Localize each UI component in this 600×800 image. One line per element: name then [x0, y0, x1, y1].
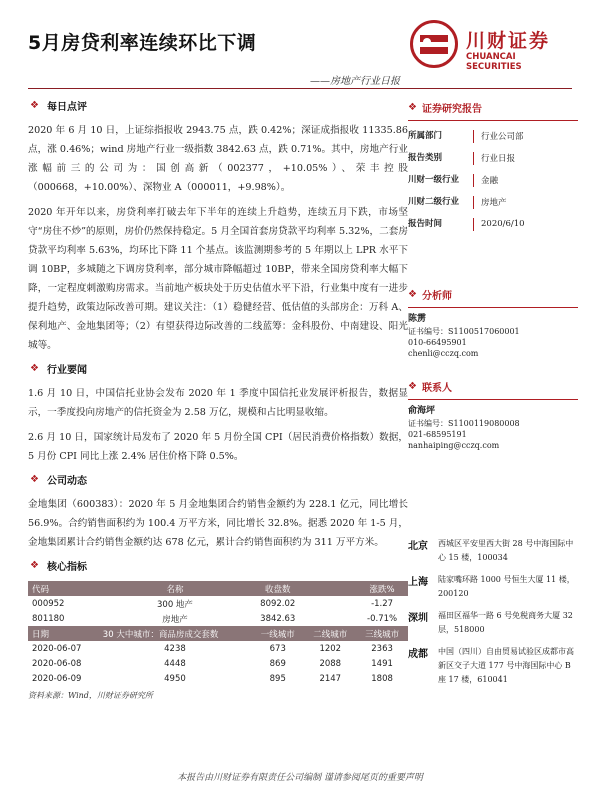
diamond-bullet-icon: ❖ — [30, 560, 39, 571]
news-paragraph: 2.6 月 10 日，国家统计局发布了 2020 年 5 月份全国 CPI（居民消费价格指数）数据，5 月份 CPI 同比上涨 2.4% 居住价格下降 0.5%。 — [28, 432, 408, 462]
logo-mark-icon — [410, 20, 458, 68]
address-city: 深圳 — [408, 613, 428, 624]
table-cell: 3842.63 — [260, 613, 296, 624]
table-cell: 4950 — [164, 673, 186, 684]
table-header: 30 大中城市：商品房成交套数 — [99, 626, 251, 641]
logo-name-en: CHUANCAI SECURITIES — [466, 52, 522, 72]
table-header: 代码 — [28, 581, 99, 596]
daily-paragraph: 2020 年 6 月 10 日，上证综指报收 2943.75 点，跌 0.42%；深证成指报收 11335.86 点，涨 0.46%；wind 房地产行业一级指数 3842.63 点，跌 0.71%。其中，房地产行业涨幅前三的公司为：国创高新（002377，+10.05%）、荣丰控股（000668，+10.00%）、深物业 A（000011，+9.98%）。 — [28, 125, 408, 193]
table-header: 名称 — [99, 581, 251, 596]
address-city: 成都 — [408, 649, 428, 660]
info-value: 金融 — [481, 176, 499, 186]
table-header: 三线城市 — [356, 626, 408, 641]
table-cell: -1.27 — [371, 598, 394, 609]
addresses — [408, 537, 578, 687]
report-subtitle: ——房地产行业日报 — [310, 76, 400, 87]
analyst-phone: 010-66495901 — [408, 338, 467, 347]
diamond-bullet-icon: ❖ — [30, 100, 39, 111]
main-column — [28, 92, 408, 701]
sidebar-heading-report: ❖ 证券研究报告 — [408, 100, 578, 121]
section-heading-news: ❖ 行业要闻 — [30, 363, 87, 376]
address-text: 西城区平安里西大街 28 号中海国际中心 15 楼，100034 — [438, 539, 574, 562]
table-cell: 2088 — [319, 658, 342, 669]
address-row — [408, 537, 578, 565]
info-key: 川财二级行业 — [408, 196, 474, 209]
table-cell: 2147 — [319, 673, 342, 684]
contact-card — [408, 404, 578, 451]
info-key: 川财一级行业 — [408, 174, 474, 187]
info-value: 行业公司部 — [481, 132, 524, 142]
diamond-bullet-icon: ❖ — [408, 102, 417, 113]
diamond-bullet-icon: ❖ — [30, 363, 39, 374]
table-cell: 2020-06-07 — [32, 643, 82, 654]
page-footer: 本报告由川财证券有限责任公司编制 谨请参阅尾页的重要声明 — [177, 773, 423, 783]
info-key: 报告时间 — [408, 218, 474, 231]
table-row — [28, 656, 408, 671]
info-value: 房地产 — [481, 198, 507, 208]
address-row — [408, 609, 578, 637]
table-row — [28, 611, 408, 626]
table-header: 一线城市 — [251, 626, 304, 641]
info-value: 行业日报 — [481, 154, 516, 164]
company-paragraph: 金地集团（600383）：2020 年 5 月金地集团合约销售金额约为 228.1 亿元，同比增长 56.9%。合约销售面积约为 100.4 万平方米，同比增长 32.8%。据悉 2020 年 1-5 月，金地集团累计合约销售金额约达 678 亿元，累计合约销售面积约为 311 万平方米。 — [28, 499, 408, 548]
contact-cert: 证书编号：S1100119080008 — [408, 419, 520, 428]
company-logo — [410, 20, 570, 72]
info-row — [408, 191, 578, 213]
table-cell: 房地产 — [162, 614, 188, 625]
section-heading-company: ❖ 公司动态 — [30, 474, 87, 487]
info-row — [408, 125, 578, 147]
table-cell: 300 地产 — [157, 599, 193, 610]
table-header: 日期 — [28, 626, 99, 641]
table-row — [28, 671, 408, 686]
table-cell: 4448 — [164, 658, 186, 669]
table-cell: 000952 — [32, 598, 65, 609]
table-cell: 8092.02 — [260, 598, 296, 609]
analyst-email[interactable]: chenli@cczq.com — [408, 349, 479, 358]
sidebar-heading-contact: ❖ 联系人 — [408, 379, 578, 400]
table-header: 涨跌% — [356, 581, 408, 596]
info-key: 报告类别 — [408, 152, 474, 165]
daily-paragraph: 2020 年开年以来，房贷利率打破去年下半年的连续上升趋势，连续五月下跌，市场坚守“房住不炒”的原则，房价仍然保持稳定。5 月全国首套房贷款平均利率 5.32%，二套房贷款平均利率 5.63%，均环比下降 11 个基点。该监测期参考的 5 年期以上 LPR 水平下调 10BP，多城随之下调房贷利率，部分城市降幅超过 10BP，带来全国房贷利率大幅下降，一定程度刺激购房需求。当前地产板块处于历史估值水平下沿，行业集中度有一进步提升趋势，政策边际改善可期。建议关注：（1）稳健经营、低估值的头部房企：万科 A、保利地产、金地集团等；（2）有望获得边际改善的二线蓝筹：金科股份、中南建设、阳光城等。 — [28, 207, 408, 351]
address-row — [408, 573, 578, 601]
address-text: 陆家嘴环路 1000 号恒生大厦 11 楼，200120 — [438, 575, 575, 598]
analyst-card — [408, 312, 578, 359]
address-text: 中国（四川）自由贸易试验区成都市高新区交子大道 177 号中海国际中心 B 座 17 楼，610041 — [438, 647, 574, 684]
address-row — [408, 645, 578, 687]
table-row — [28, 596, 408, 611]
news-paragraph: 1.6 月 10 日，中国信托业协会发布 2020 年 1 季度中国信托业发展评析报告，数据显示，一季度投向房地产的信托资金为 2.58 万亿，规模和占比明显收缩。 — [28, 388, 408, 418]
sidebar-heading-analyst: ❖ 分析师 — [408, 287, 578, 308]
table-header: 二线城市 — [304, 626, 356, 641]
deal-header-row — [28, 626, 408, 641]
section-heading-indicators: ❖ 核心指标 — [30, 560, 87, 573]
index-header-row — [28, 581, 408, 596]
table-cell: 2363 — [371, 643, 393, 654]
table-cell: 2020-06-08 — [32, 658, 82, 669]
table-source: 资料来源：Wind，川财证券研究所 — [28, 691, 153, 700]
address-text: 福田区福华一路 6 号免税商务大厦 32 层，518000 — [438, 611, 573, 634]
info-row — [408, 169, 578, 191]
contact-email[interactable]: nanhaiping@cczq.com — [408, 441, 500, 450]
sidebar — [408, 100, 578, 695]
table-cell: 1491 — [371, 658, 393, 669]
table-cell: 2020-06-09 — [32, 673, 82, 684]
contact-phone: 021-68595191 — [408, 430, 467, 439]
header-divider — [28, 88, 572, 89]
table-cell: 1202 — [319, 643, 342, 654]
address-city: 北京 — [408, 541, 428, 552]
table-row — [28, 641, 408, 656]
info-row — [408, 213, 578, 235]
analyst-cert: 证书编号：S1100517060001 — [408, 327, 520, 336]
report-title: 5月房贷利率连续环比下调 — [28, 32, 257, 54]
section-heading-daily: ❖ 每日点评 — [30, 100, 87, 113]
table-cell: 673 — [269, 643, 286, 654]
info-key: 所属部门 — [408, 130, 474, 143]
indicators-table — [28, 581, 408, 686]
address-city: 上海 — [408, 577, 428, 588]
table-cell: 895 — [269, 673, 286, 684]
info-value: 2020/6/10 — [481, 219, 525, 229]
table-cell: 1808 — [371, 673, 393, 684]
diamond-bullet-icon: ❖ — [30, 474, 39, 485]
logo-name-cn: 川财证券 — [466, 30, 551, 52]
table-cell: 801180 — [32, 613, 65, 624]
info-row — [408, 147, 578, 169]
diamond-bullet-icon: ❖ — [408, 289, 417, 300]
table-cell: -0.71% — [367, 613, 398, 624]
table-header: 收盘数 — [251, 581, 304, 596]
analyst-name: 陈雳 — [408, 314, 427, 324]
table-cell: 869 — [269, 658, 286, 669]
contact-name: 俞海坪 — [408, 406, 436, 416]
diamond-bullet-icon: ❖ — [408, 381, 417, 392]
table-cell: 4238 — [164, 643, 186, 654]
